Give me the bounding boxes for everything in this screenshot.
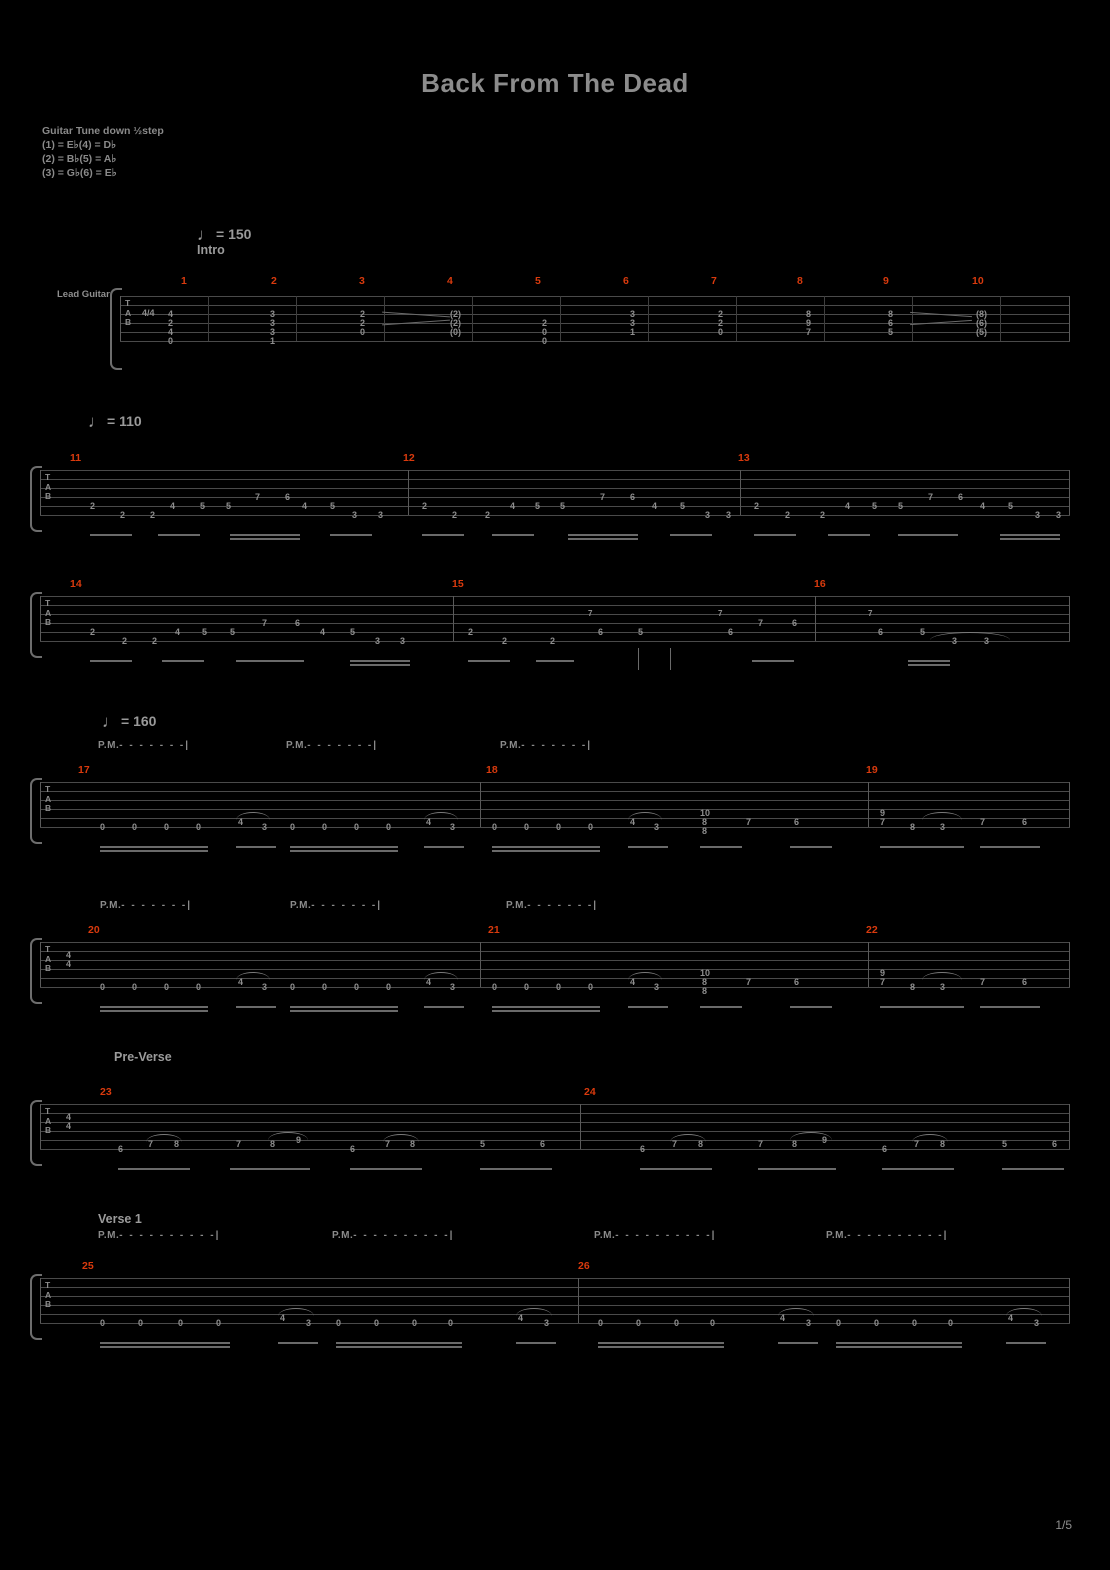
tempo-marking-2: ♩ = 110: [88, 412, 142, 431]
palm-mute-marking: P.M.- - - - - - -|: [286, 740, 379, 751]
system-7: T A B 0 0 0 0 4 3 0 0 0 0 4 3 0 0 0 0 4 3 0 0 0 0 4 3: [40, 1278, 1070, 1348]
measure-number: 2: [271, 275, 277, 287]
measure-number: 21: [488, 924, 500, 936]
measure-number: 8: [797, 275, 803, 287]
palm-mute-marking: P.M.- - - - - - -|: [290, 900, 383, 911]
palm-mute-marking: P.M.- - - - - - -|: [506, 900, 599, 911]
page-number: 1/5: [1055, 1518, 1072, 1532]
instrument-label: Lead Guitar: [57, 289, 110, 300]
measure-number: 17: [78, 764, 90, 776]
tuning-block: [42, 124, 164, 180]
time-signature: 4/4: [142, 308, 155, 318]
measure-number: 6: [623, 275, 629, 287]
section-label-intro: Intro: [197, 243, 225, 257]
system-4: T A B 0 0 0 0 4 3 0 0 0 0 4 3 0 0 0 0 4 3 10 8 8 7 6 9 7 8 3 7 6: [40, 782, 1070, 852]
page-title: Back From The Dead: [421, 68, 689, 98]
section-label-pre-verse: Pre-Verse: [114, 1050, 172, 1064]
measure-number: 9: [883, 275, 889, 287]
measure-number: 20: [88, 924, 100, 936]
quarter-note-icon: ♩: [197, 225, 214, 244]
measure-number: 15: [452, 578, 464, 590]
tie-slur: [930, 632, 1010, 640]
quarter-note-icon: ♩: [88, 412, 105, 431]
section-label-verse-1: Verse 1: [98, 1212, 142, 1226]
measure-number: 7: [711, 275, 717, 287]
palm-mute-marking: P.M.- - - - - - - - - -|: [826, 1230, 949, 1241]
tab-clef: T A B: [45, 472, 52, 501]
measure-number: 12: [403, 452, 415, 464]
measure-number: 3: [359, 275, 365, 287]
tempo-marking-1: ♩ = 150: [197, 225, 252, 244]
tab-clef: T A B: [45, 598, 52, 627]
tuning-heading: Guitar Tune down ½step: [42, 125, 164, 137]
palm-mute-marking: P.M.- - - - - - -|: [98, 740, 191, 751]
palm-mute-marking: P.M.- - - - - - -|: [500, 740, 593, 751]
tab-clef: T A B: [125, 298, 132, 327]
measure-number: 4: [447, 275, 453, 287]
tuning-line-3: (3) = G♭(6) = E♭: [42, 167, 117, 179]
tab-staff-1: T A B 4/4 4 2 4 0 3 3 3 1 2 2 0 (2) (2) (0) 2 0 0 3 3 1 2 2 0 8 9 7 8 6 5 (8) (6) (5): [120, 296, 1070, 352]
system-5: T A B 4 4 0 0 0 0 4 3 0 0 0 0 4 3 0 0 0 0 4 3 10 8 8 7 6 9 7 8 3 7 6: [40, 942, 1070, 1012]
tab-clef: T A B: [45, 944, 52, 973]
palm-mute-marking: P.M.- - - - - - - - - -|: [332, 1230, 455, 1241]
measure-number: 19: [866, 764, 878, 776]
tuning-line-1: (1) = E♭(4) = D♭: [42, 139, 117, 151]
measure-number: 25: [82, 1260, 94, 1272]
system-1: [120, 296, 1070, 358]
tab-clef: T A B: [45, 1106, 52, 1135]
measure-number: 22: [866, 924, 878, 936]
measure-number: 1: [181, 275, 187, 287]
tab-clef: T A B: [45, 1280, 52, 1309]
measure-number: 23: [100, 1086, 112, 1098]
measure-number: 26: [578, 1260, 590, 1272]
tab-clef: T A B: [45, 784, 52, 813]
measure-number: 14: [70, 578, 82, 590]
palm-mute-marking: P.M.- - - - - - - - - -|: [594, 1230, 717, 1241]
tuning-line-2: (2) = B♭(5) = A♭: [42, 153, 117, 165]
measure-number: 16: [814, 578, 826, 590]
measure-number: 5: [535, 275, 541, 287]
measure-number: 24: [584, 1086, 596, 1098]
system-3: T A B 2 2 2 4 5 5 7 6 4 5 3 3 2 2 2 7 6 5 7 6 7 6 7 6 5 3 3: [40, 596, 1070, 666]
palm-mute-marking: P.M.- - - - - - -|: [100, 900, 193, 911]
system-2: T A B 2 2 2 4 5 5 7 6 4 5 3 3 2 2 2 4 5 5 7 6 4 5 3 3 2 2 2 4 5 5 7 6 4 5 3 3: [40, 470, 1070, 540]
quarter-note-icon: ♩: [102, 712, 119, 731]
measure-number: 10: [972, 275, 984, 287]
tempo-marking-3: ♩ = 160: [102, 712, 157, 731]
system-6: T A B 4 4 6 7 8 7 8 9 6 7 8 5 6 6 7 8 7 8 9 6 7 8 5 6: [40, 1104, 1070, 1174]
measure-number: 13: [738, 452, 750, 464]
measure-number: 18: [486, 764, 498, 776]
measure-number: 11: [70, 452, 82, 464]
palm-mute-marking: P.M.- - - - - - - - - -|: [98, 1230, 221, 1241]
